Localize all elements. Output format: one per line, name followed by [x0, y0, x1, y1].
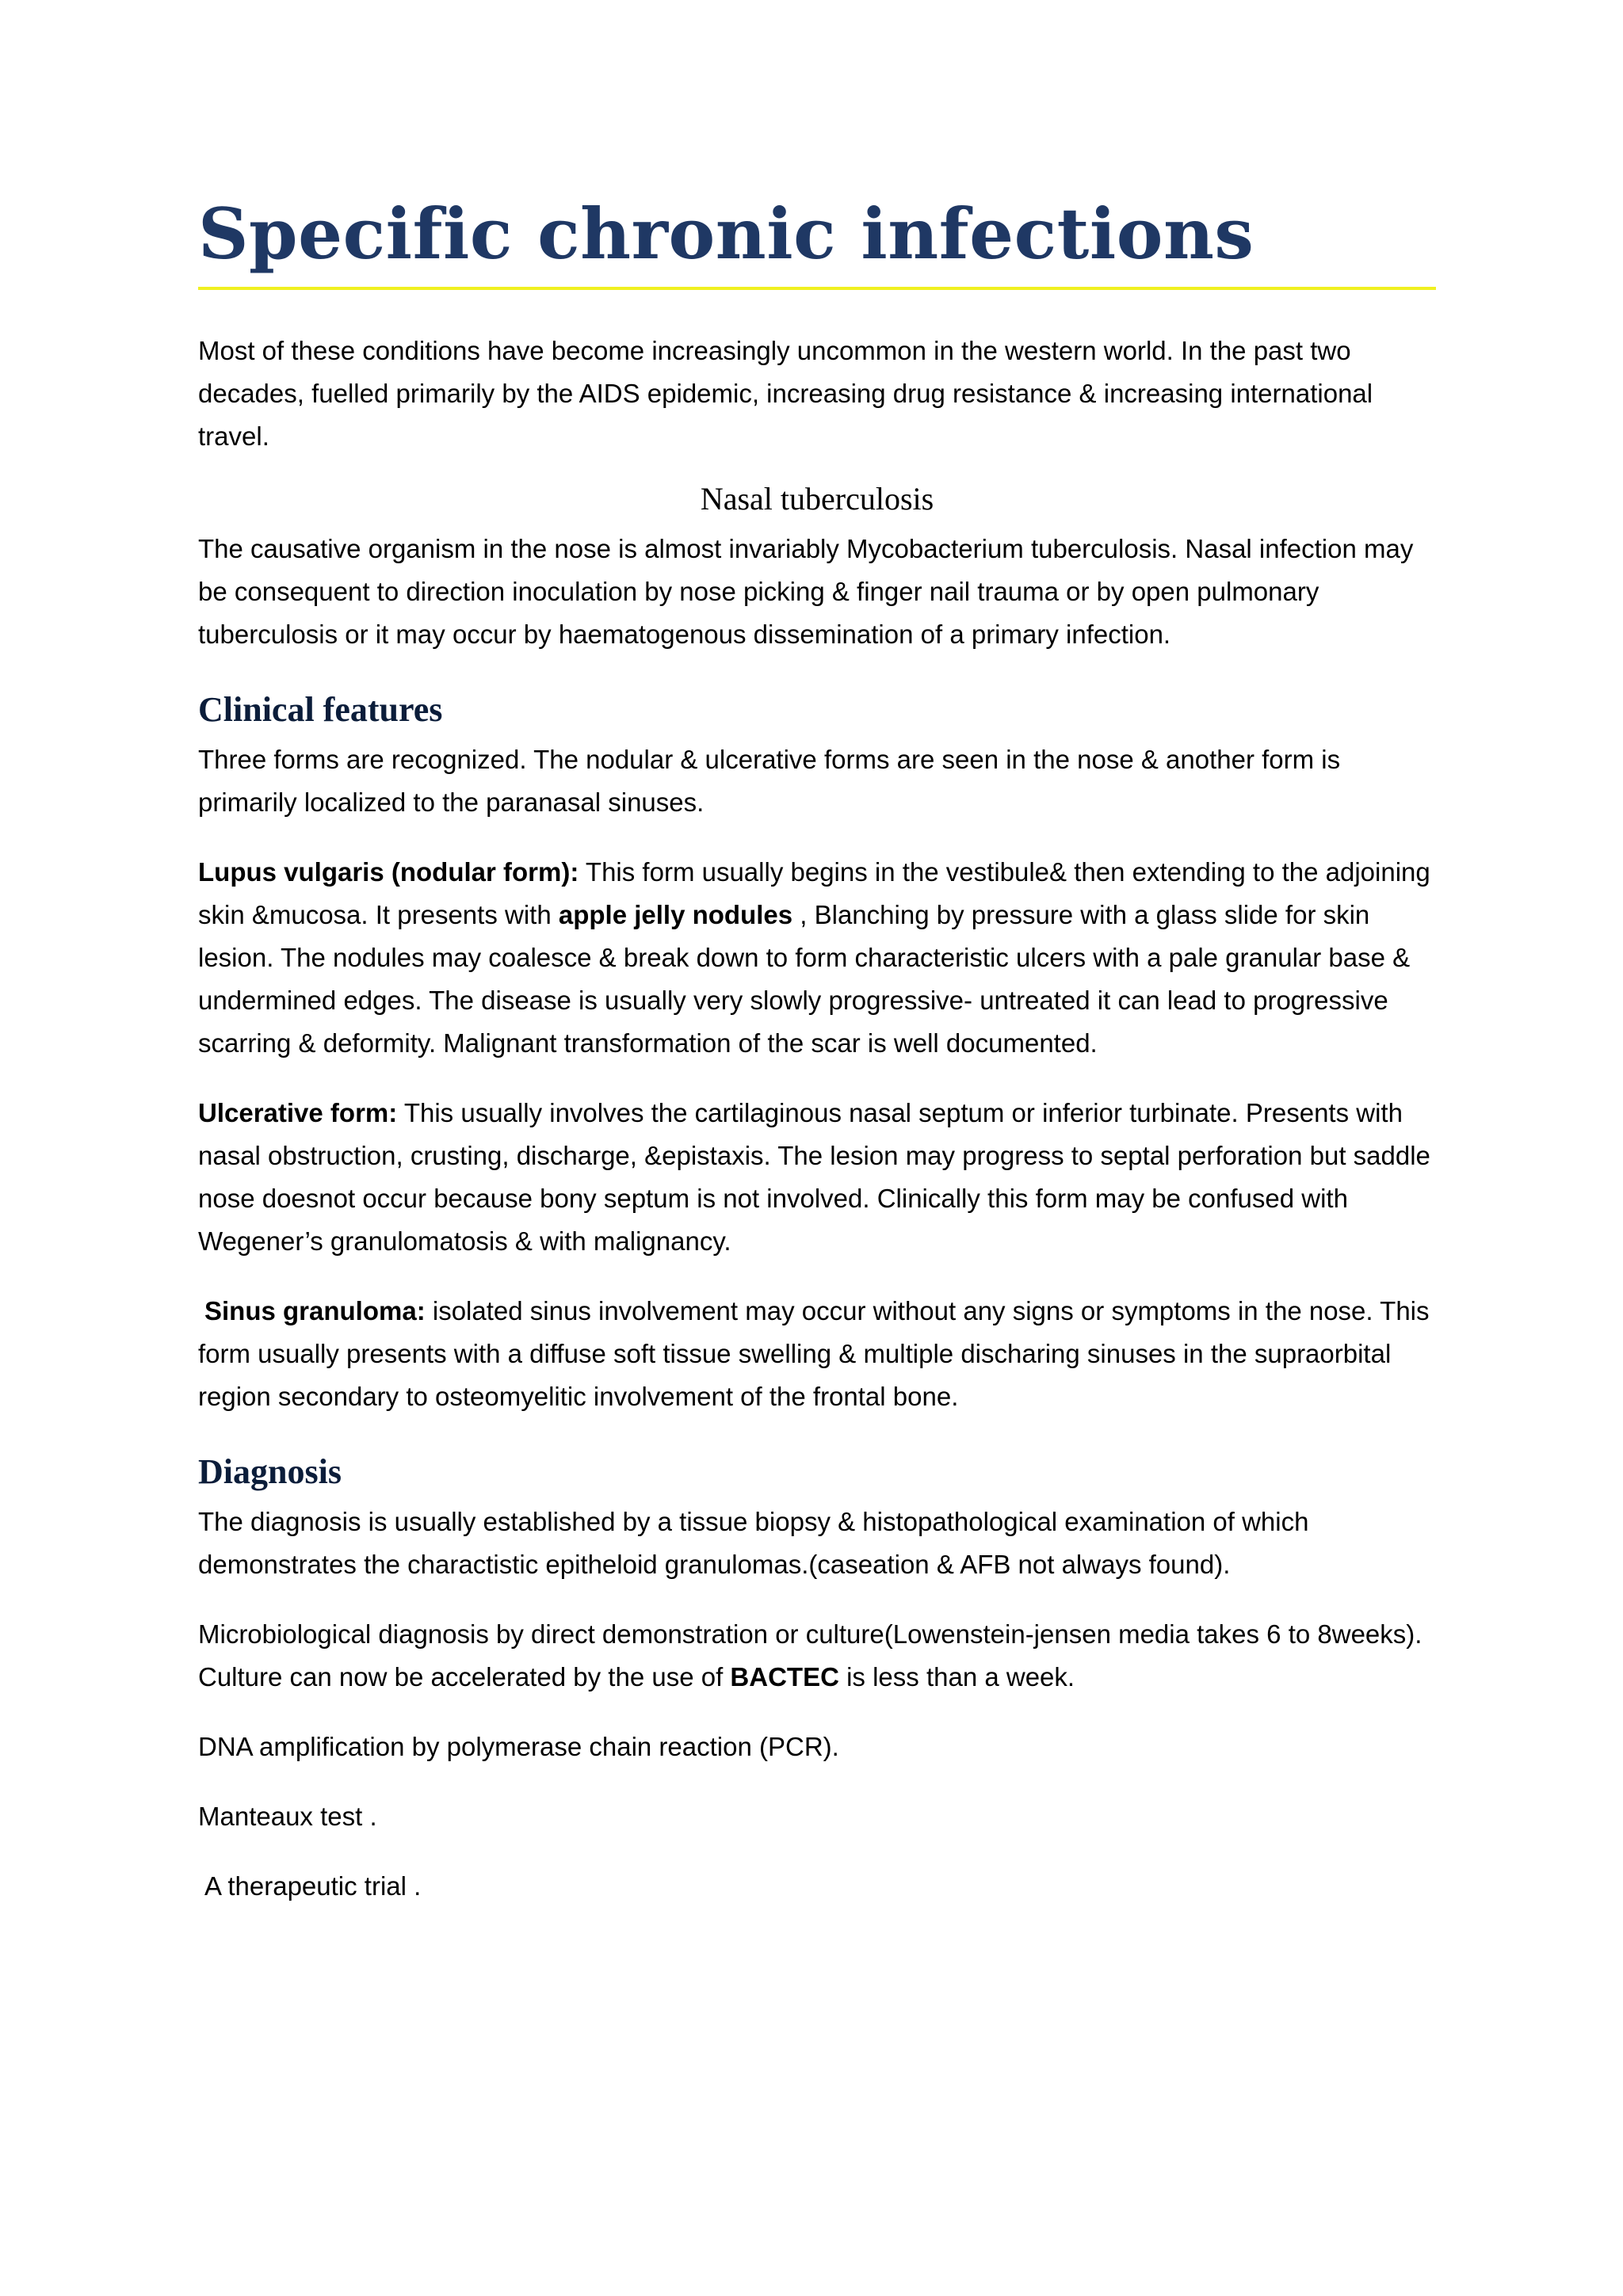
nasal-tb-paragraph: The causative organism in the nose is almost invariably Mycobacterium tuberculosis. Nasal infection may be consequent to direction inoculation by nose picking & finger nail trauma or by open pulmonary tuberculosis or it may occur by haematogenous dissemination of a primary infection.	[198, 534, 1414, 649]
clinical-intro-paragraph: Three forms are recognized. The nodular & ulcerative forms are seen in the nose & another form is primarily localized to the paranasal sinuses.	[198, 745, 1341, 817]
diagnosis-paragraph-4: Manteaux test .	[198, 1802, 377, 1831]
document-page	[198, 190, 1436, 1908]
nasal-tb-heading: Nasal tuberculosis	[700, 481, 934, 517]
diagnosis-paragraph-2	[198, 1613, 1436, 1699]
lupus-paragraph	[198, 851, 1436, 1065]
bactec-term: BACTEC	[730, 1662, 839, 1691]
lupus-text-2: , Blanching by pressure with a glass slide for skin lesion. The nodules may coalesce & break down to form characteristic ulcers with a pale granular base & undermined edges. The disease is usually very slowly progressive- untreated it can lead to progressive scarring & deformity. Malignant transformation of the scar is well documented.	[198, 900, 1411, 1058]
diagnosis-heading: Diagnosis	[198, 1452, 342, 1491]
document-title: Specific chronic infections	[198, 190, 1436, 290]
sinus-text: isolated sinus involvement may occur without any signs or symptoms in the nose. This form usually presents with a diffuse soft tissue swelling & multiple discharing sinuses in the supraorbital region secondary to osteomyelitic involvement of the frontal bone.	[198, 1296, 1430, 1411]
sinus-label: Sinus granuloma:	[204, 1296, 426, 1325]
apple-jelly-nodules: apple jelly nodules	[558, 900, 793, 929]
ulcerative-text: This usually involves the cartilaginous nasal septum or inferior turbinate. Presents with nasal obstruction, crusting, discharge, &epistaxis. The lesion may progress to septal perforation but saddle nose doesnot occur because bony septum is not involved. Clinically this form may be confused with Wegener’s granulomatosis & with malignancy.	[198, 1098, 1430, 1256]
diagnosis-p2-text-2: is less than a week.	[838, 1662, 1075, 1691]
ulcerative-label: Ulcerative form:	[198, 1098, 398, 1127]
clinical-features-heading: Clinical features	[198, 690, 443, 729]
diagnosis-paragraph-5: A therapeutic trial .	[204, 1871, 422, 1901]
lupus-label: Lupus vulgaris (nodular form):	[198, 857, 579, 887]
lupus-text-1: This form usually begins in the vestibule& then extending to the adjoining skin &mucosa. It presents with	[198, 857, 1430, 929]
diagnosis-p2-text-1: Microbiological diagnosis by direct demonstration or culture(Lowenstein-jensen media takes 6 to 8weeks). Culture can now be accelerated by the use of	[198, 1619, 1423, 1691]
ulcerative-paragraph	[198, 1092, 1436, 1263]
sinus-paragraph	[198, 1290, 1436, 1418]
diagnosis-paragraph-3: DNA amplification by polymerase chain reaction (PCR).	[198, 1732, 839, 1761]
intro-paragraph: Most of these conditions have become increasingly uncommon in the western world. In the past two decades, fuelled primarily by the AIDS epidemic, increasing drug resistance & increasing international travel.	[198, 336, 1373, 451]
diagnosis-paragraph-1: The diagnosis is usually established by a tissue biopsy & histopathological examination of which demonstrates the charactistic epitheloid granulomas.(caseation & AFB not always found).	[198, 1507, 1309, 1579]
